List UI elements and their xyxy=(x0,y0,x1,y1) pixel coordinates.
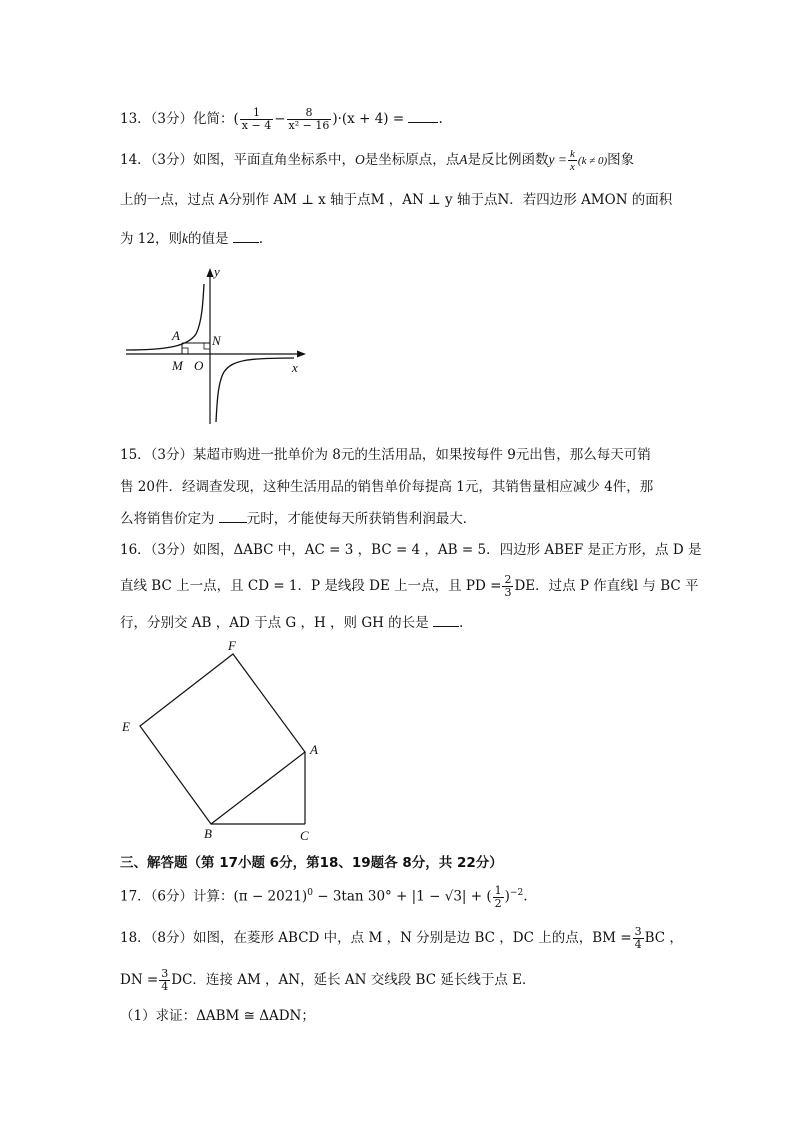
q18-line-3: （1）求证：ΔABM ≅ ΔADN； xyxy=(120,1008,315,1024)
q13-fraction-2: $\frac{8}{\text{x² − 16}}$ xyxy=(288,106,330,132)
q18-line-1: 18．（8分）如图，在菱形 ABCD 中，点 M ，N 分别是边 BC ，DC 上的点，BM = $\frac{3}{4}$ BC ， xyxy=(120,925,683,951)
q15-line-1: 15．（3分）某超市购进一批单价为 8元的生活用品，如果按每件 9元出售，那么每天可销 xyxy=(120,447,651,463)
square-ABEF xyxy=(140,654,305,824)
hyperbola-branch-left xyxy=(126,284,204,350)
q18-bm-fraction: $\frac{3}{4}$ xyxy=(634,925,642,951)
q15-answer-blank xyxy=(219,508,247,523)
q18-line-2: DN = $\frac{3}{4}$ DC．连接 AM ，AN，延长 AN 交线段 BC 延长线于点 E． xyxy=(120,967,536,993)
section-3-heading: 三、解答题（第 17小题 6分，第18、19题各 8分，共 22分） xyxy=(120,855,503,871)
label-A2: A xyxy=(310,742,318,757)
right-angle-N xyxy=(204,343,210,349)
q18-dn-fraction: $\frac{3}{4}$ xyxy=(161,967,169,993)
label-O: O xyxy=(194,358,204,373)
label-F: F xyxy=(228,638,236,653)
q16-fraction: $\frac{2}{3}$ xyxy=(504,573,512,599)
q14-line-3: 为 12，则k的值是 . xyxy=(120,228,263,249)
q13-answer-blank xyxy=(408,108,438,123)
q17-half-fraction: $\frac{1}{2}$ xyxy=(494,883,502,910)
q16-line-2: 直线 BC 上一点，且 CD = 1．P 是线段 DE 上一点，且 PD = $\frac{2}{3}$ DE．过点 P 作直线l 与 BC 平 xyxy=(120,573,699,599)
q14-line-2: 上的一点，过点 A分别作 AM ⊥ x 轴于点M ，AN ⊥ y 轴于点N．若四边形 AMON 的面积 xyxy=(120,192,673,208)
square-triangle-figure xyxy=(118,638,328,848)
q13-fraction-1: $\frac{1}{x - 4}$ xyxy=(241,106,272,132)
label-M: M xyxy=(172,358,183,373)
q15-line-3: 么将销售价定为 元时，才能使每天所获销售利润最大． xyxy=(120,508,476,529)
label-E: E xyxy=(122,719,130,734)
q16-answer-blank xyxy=(433,612,459,627)
label-A: A xyxy=(172,328,180,343)
label-C: C xyxy=(300,828,309,843)
x-axis-arrow xyxy=(297,351,306,358)
q14-line-1: 14．（3分）如图，平面直角坐标系中，O是坐标原点，点A是反比例函数y = $\frac{k}{x}$ (k ≠ 0)图象 xyxy=(120,148,635,173)
q14-k-over-x: $\frac{k}{x}$ xyxy=(570,148,575,173)
label-y: y xyxy=(214,264,220,279)
q13-line: 13．（3分）化简：( $\frac{1}{x - 4}$ − $\frac{8}{\text{x² − 16}}$ )·(x + 4) = . xyxy=(120,106,443,132)
label-B: B xyxy=(204,826,212,841)
q13-prefix: 13．（3分）化简：( xyxy=(120,111,239,127)
hyperbola-branch-right xyxy=(216,358,294,422)
q14-answer-blank xyxy=(233,228,259,243)
y-axis-arrow xyxy=(207,268,214,277)
q16-line-3: 行，分别交 AB ，AD 于点 G ，H ，则 GH 的长是 . xyxy=(120,612,463,633)
q17-line: 17．（6分）计算：$(\pi - 2021)^0 - 3\tan$ 30° + |1 − √3| + ( $\frac{1}{2}$ )$^{-2}$. xyxy=(120,883,528,910)
hyperbola-figure xyxy=(118,262,318,430)
label-x: x xyxy=(292,360,298,375)
label-N: N xyxy=(212,333,221,348)
right-angle-M xyxy=(182,348,188,354)
q13-suffix: )·(x + 4) = xyxy=(332,111,405,127)
q15-line-2: 售 20件．经调查发现，这种生活用品的销售单价每提高 1元，其销售量相应减少 4件，那 xyxy=(120,479,654,495)
q16-line-1: 16．（3分）如图，ΔABC 中，AC = 3 ，BC = 4 ，AB = 5．四边形 ABEF 是正方形，点 D 是 xyxy=(120,542,702,558)
